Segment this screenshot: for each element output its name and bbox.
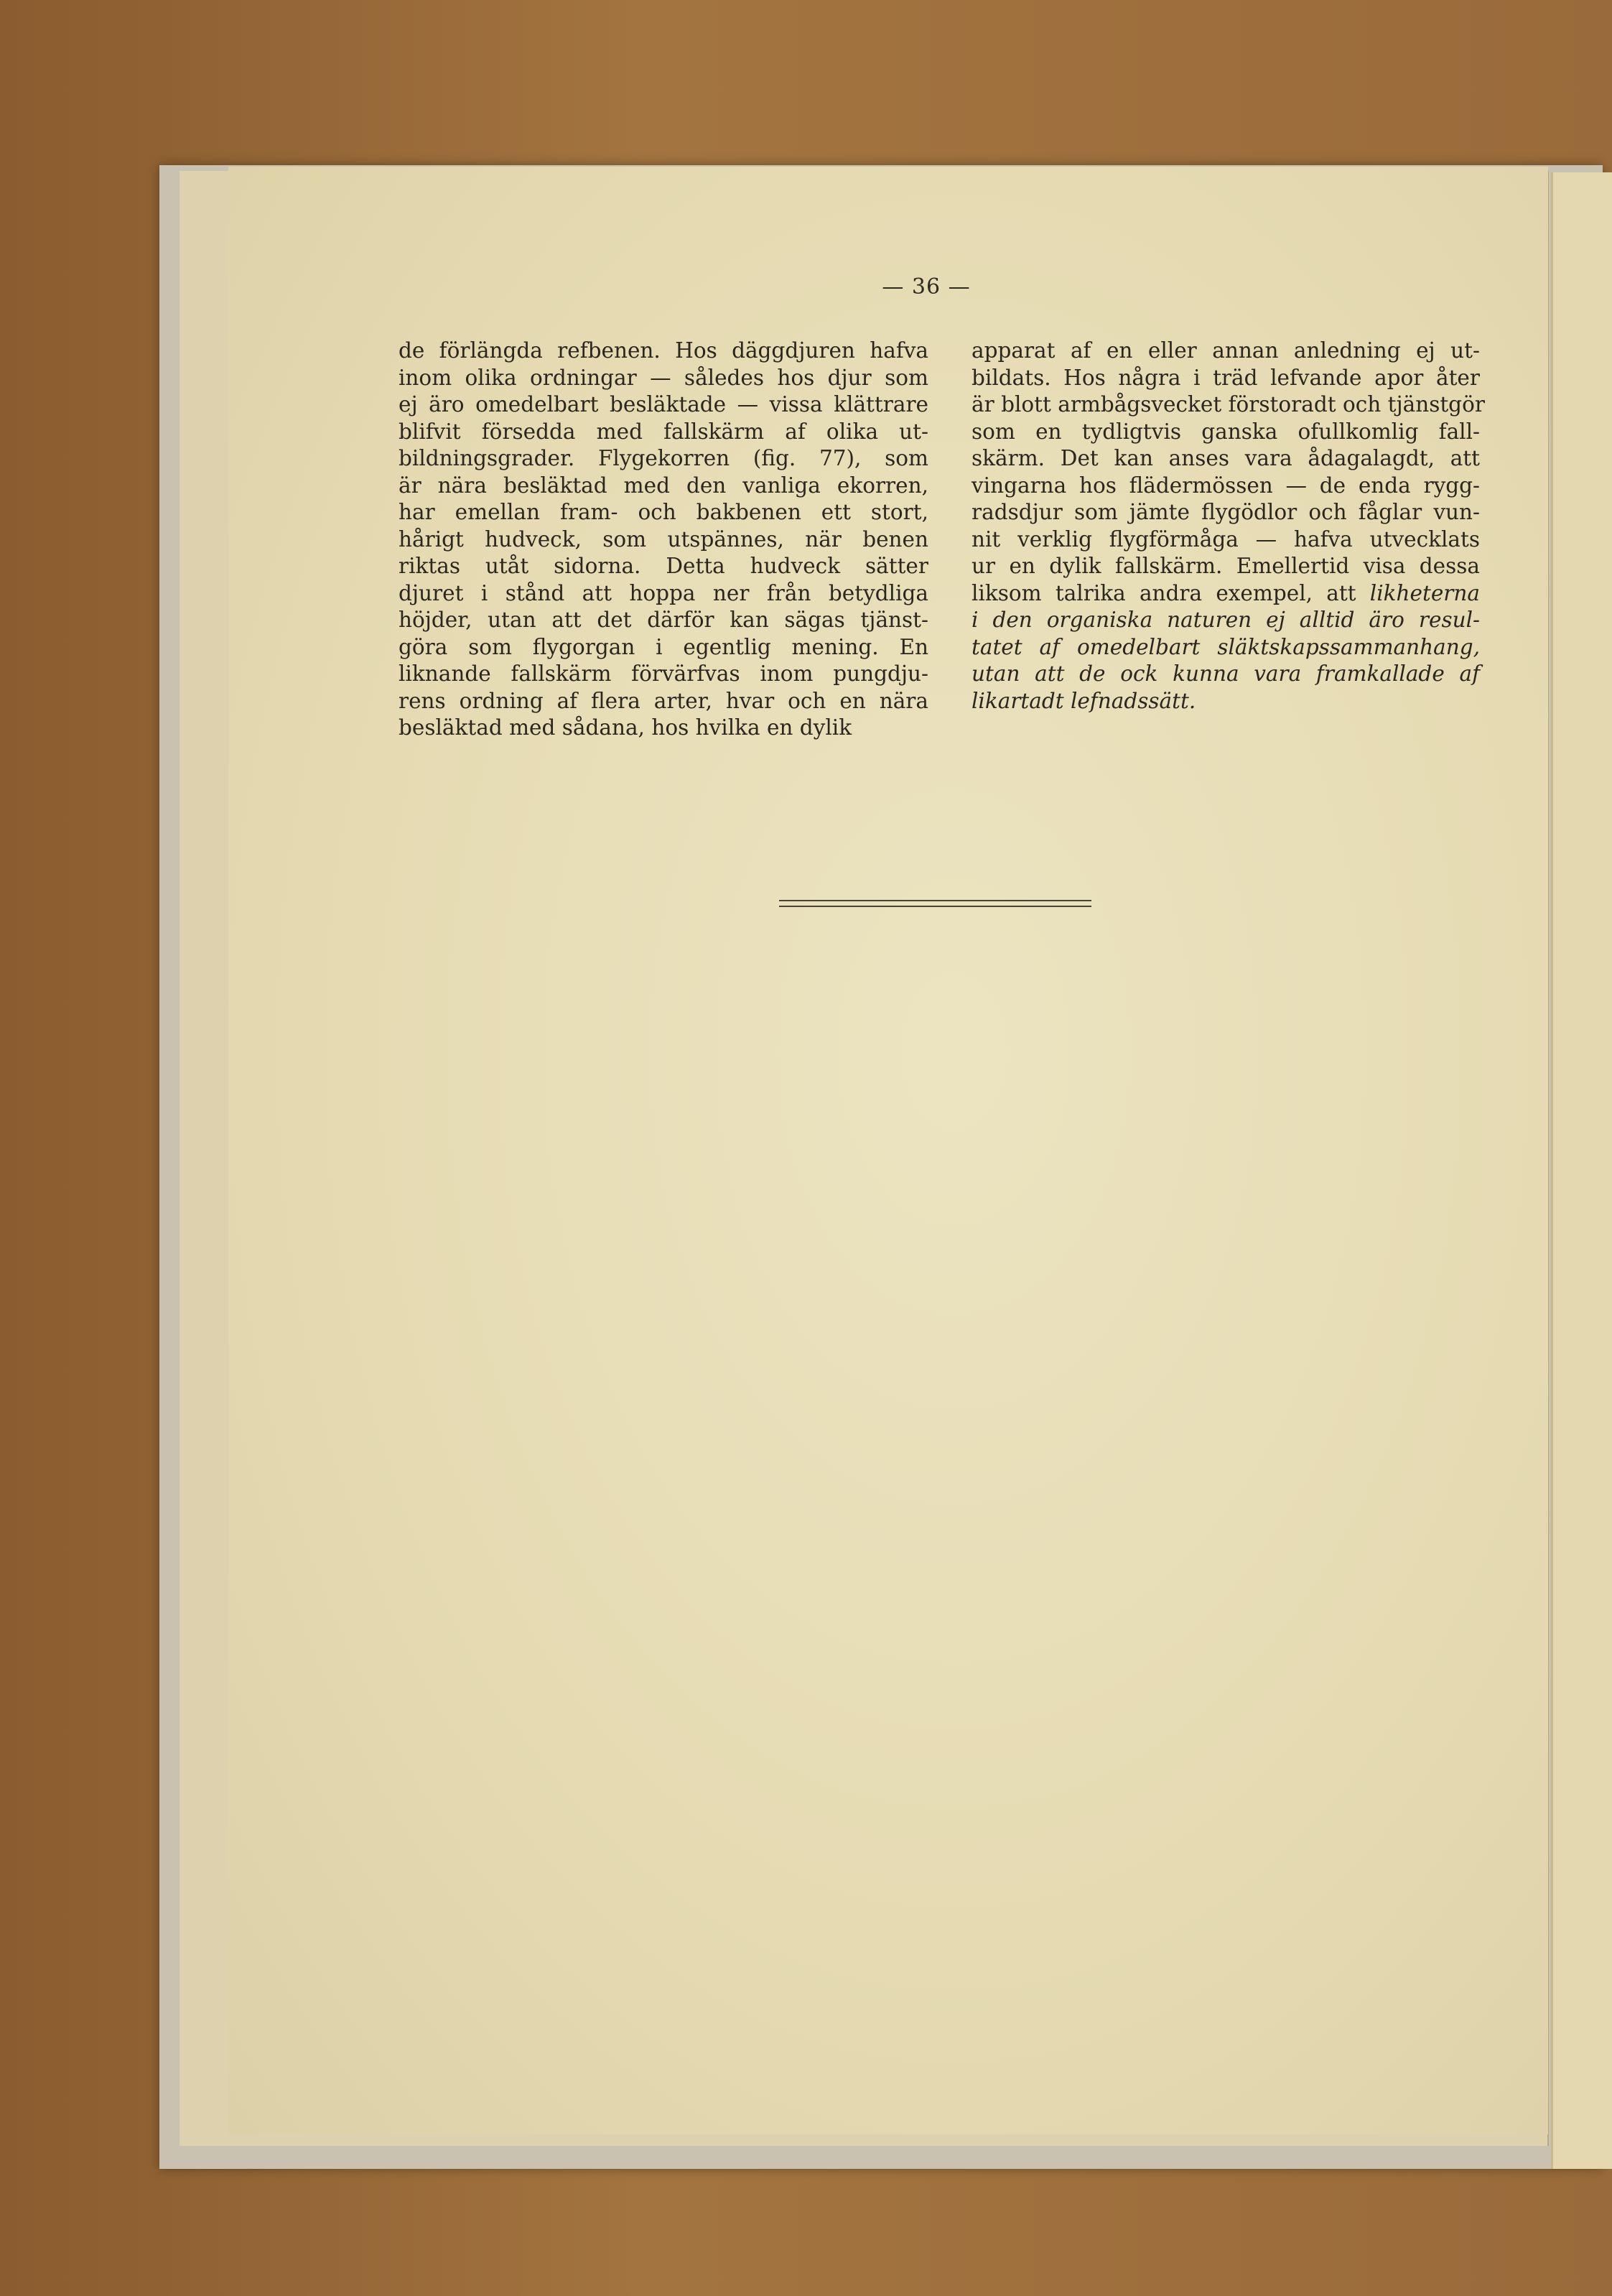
right-text-column [972, 338, 1485, 715]
text-line: bildningsgrader. Flygekorren (fig. 77), som [399, 446, 928, 470]
text-line: är nära besläktad med den vanliga ekorren, [399, 473, 928, 498]
text-line: liknande fallskärm förvärfvas inom pungdju- [399, 661, 928, 686]
facing-page-edge [1551, 172, 1612, 2169]
text-line: apparat af en eller annan anledning ej ut- [972, 338, 1480, 363]
text-line: blifvit försedda med fallskärm af olika ut- [399, 419, 928, 444]
text-line: de förlängda refbenen. Hos däggdjuren hafva [399, 338, 928, 363]
text-line: som en tydligtvis ganska ofullkomlig fall- [972, 419, 1480, 444]
text-line: riktas utåt sidorna. Detta hudveck sätter [399, 554, 928, 578]
text-line: inom olika ordningar — således hos djur som [399, 365, 928, 390]
text-line: ej äro omedelbart besläktade — vissa klättrare [399, 392, 928, 417]
text-segment: liksom talrika andra exempel, att [972, 580, 1356, 605]
italic-segment: likheterna [1369, 580, 1480, 605]
text-line: tatet af omedelbart släktskapssammanhang, [972, 634, 1480, 659]
text-line-mixed [972, 580, 1480, 608]
text-line: bildats. Hos några i träd lefvande apor åter [972, 365, 1480, 390]
text-line: göra som flygorgan i egentlig mening. En [399, 634, 928, 659]
text-line: radsdjur som jämte flygödlor och fåglar vun- [972, 500, 1480, 524]
end-rule [779, 906, 1091, 907]
text-line: vingarna hos flädermössen — de enda rygg- [972, 473, 1480, 498]
text-line: hårigt hudveck, som utspännes, när benen [399, 526, 928, 552]
text-line: har emellan fram- och bakbenen ett stort, [399, 500, 928, 524]
page-number: — 36 — [882, 274, 971, 299]
text-line: ur en dylik fallskärm. Emellertid visa dessa [972, 554, 1480, 578]
text-line: i den organiska naturen ej alltid äro resul- [972, 608, 1480, 632]
text-line: besläktad med sådana, hos hvilka en dylik [399, 715, 852, 740]
text-line: skärm. Det kan anses vara ådagalagdt, att [972, 446, 1480, 470]
text-line: nit verklig flygförmåga — hafva utvecklats [972, 526, 1480, 552]
text-line: djuret i stånd att hoppa ner från betydliga [399, 580, 928, 605]
text-line: likartadt lefnadssätt. [972, 688, 1196, 713]
text-line: rens ordning af flera arter, hvar och en nära [399, 688, 928, 713]
left-text-column [399, 338, 928, 742]
text-line: utan att de ock kunna vara framkallade af [972, 661, 1480, 686]
end-rule [779, 900, 1091, 901]
text-line: är blott armbågsvecket förstoradt och tjänstgör [972, 392, 1485, 417]
text-line: höjder, utan att det därför kan sägas tjänst- [399, 608, 928, 632]
